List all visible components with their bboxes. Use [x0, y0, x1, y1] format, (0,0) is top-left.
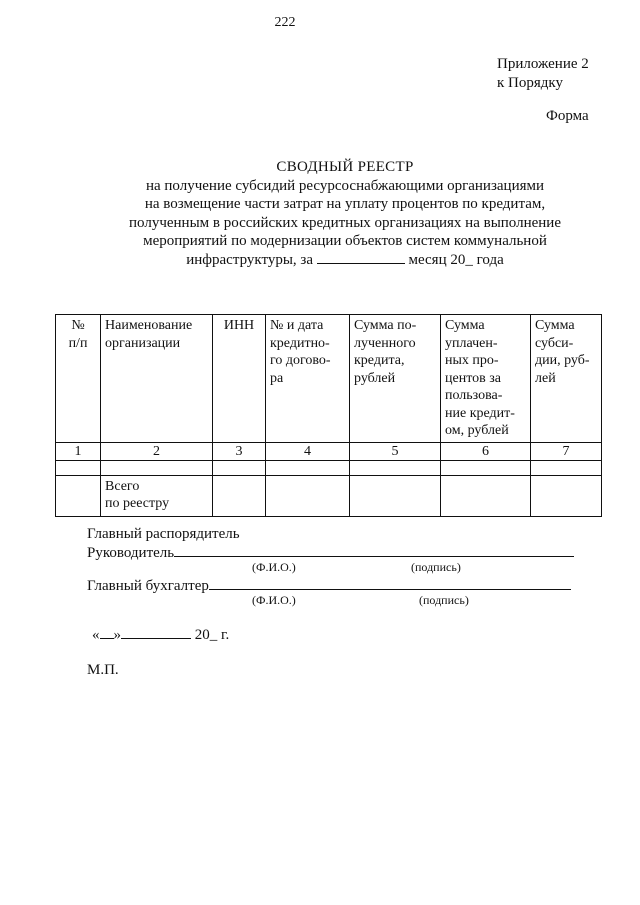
- header-contract: № и дата кредитно- го догово- ра: [266, 315, 350, 443]
- head-signature-hint: (подпись): [411, 560, 461, 574]
- stamp-label: М.П.: [87, 662, 119, 678]
- title-line-2: на возмещение части затрат на уплату процентов по кредитам,: [144, 196, 546, 212]
- table-row: [56, 460, 602, 475]
- title-heading: СВОДНЫЙ РЕЕСТР: [276, 159, 414, 175]
- column-number: 3: [213, 442, 266, 460]
- column-number: 1: [56, 442, 101, 460]
- header-interest-paid: Сумма уплачен- ных про- центов за пользова- ние кредит- ом, рублей: [441, 315, 531, 443]
- header-number: № п/п: [56, 315, 101, 443]
- table-header-row: [56, 315, 602, 443]
- day-blank: [100, 626, 114, 639]
- table-cell: [56, 475, 101, 516]
- title-line-3: полученным в российских кредитных организациях на выполнение: [129, 214, 561, 231]
- table-cell: [350, 460, 441, 475]
- month-blank-date: [121, 626, 191, 639]
- table-cell: [213, 460, 266, 475]
- header-inn: ИНН: [213, 315, 266, 443]
- accountant-signature-blank: [209, 576, 571, 590]
- column-number: 5: [350, 442, 441, 460]
- table-cell: [266, 475, 350, 516]
- date-line: « » 20_ г.: [92, 627, 230, 643]
- appendix-line-2: к Порядку: [497, 75, 563, 91]
- table-cell: [213, 475, 266, 516]
- column-number: 4: [266, 442, 350, 460]
- column-number: 2: [101, 442, 213, 460]
- form-label: Форма: [546, 108, 589, 124]
- accountant-fio-hint: (Ф.И.О.): [252, 593, 296, 607]
- table-cell: [441, 475, 531, 516]
- table-cell: [101, 460, 213, 475]
- month-blank: [317, 251, 405, 264]
- accountant-signature-line: [87, 576, 571, 595]
- appendix-note: [497, 55, 589, 93]
- table-cell: [266, 460, 350, 475]
- registry-table: [55, 314, 602, 517]
- total-label: Всего по реестру: [101, 475, 213, 516]
- head-signature-blank: [174, 543, 574, 557]
- column-number: 6: [441, 442, 531, 460]
- total-row: [56, 475, 602, 516]
- table-cell: [531, 460, 602, 475]
- title-line-5-after: месяц 20_ года: [408, 251, 504, 268]
- table-cell: [441, 460, 531, 475]
- appendix-line-1: Приложение 2: [497, 56, 589, 72]
- table-cell: [531, 475, 602, 516]
- column-number: 7: [531, 442, 602, 460]
- chief-manager-label: Главный распорядитель: [87, 526, 240, 542]
- title-line-1: на получение субсидий ресурсоснабжающими организациями: [145, 177, 545, 194]
- document-title: [100, 158, 590, 269]
- page-number: 222: [274, 15, 296, 30]
- header-subsidy-amount: Сумма субси- дии, руб- лей: [531, 315, 602, 443]
- year-suffix: 20_ г.: [194, 627, 230, 643]
- column-number-row: [56, 442, 602, 460]
- title-line-5-before: инфраструктуры, за: [186, 251, 313, 268]
- head-label: Руководитель: [87, 545, 175, 561]
- header-organization-name: Наименование организации: [101, 315, 213, 443]
- table-cell: [56, 460, 101, 475]
- head-fio-hint: (Ф.И.О.): [252, 560, 296, 574]
- chief-accountant-label: Главный бухгалтер: [87, 578, 209, 594]
- accountant-signature-hint: (подпись): [419, 593, 469, 607]
- title-line-4: мероприятий по модернизации объектов систем коммунальной: [143, 233, 547, 249]
- title-line-5: [100, 251, 590, 270]
- head-signature-line: [87, 543, 574, 562]
- header-loan-amount: Сумма по- лученного кредита, рублей: [350, 315, 441, 443]
- table-cell: [350, 475, 441, 516]
